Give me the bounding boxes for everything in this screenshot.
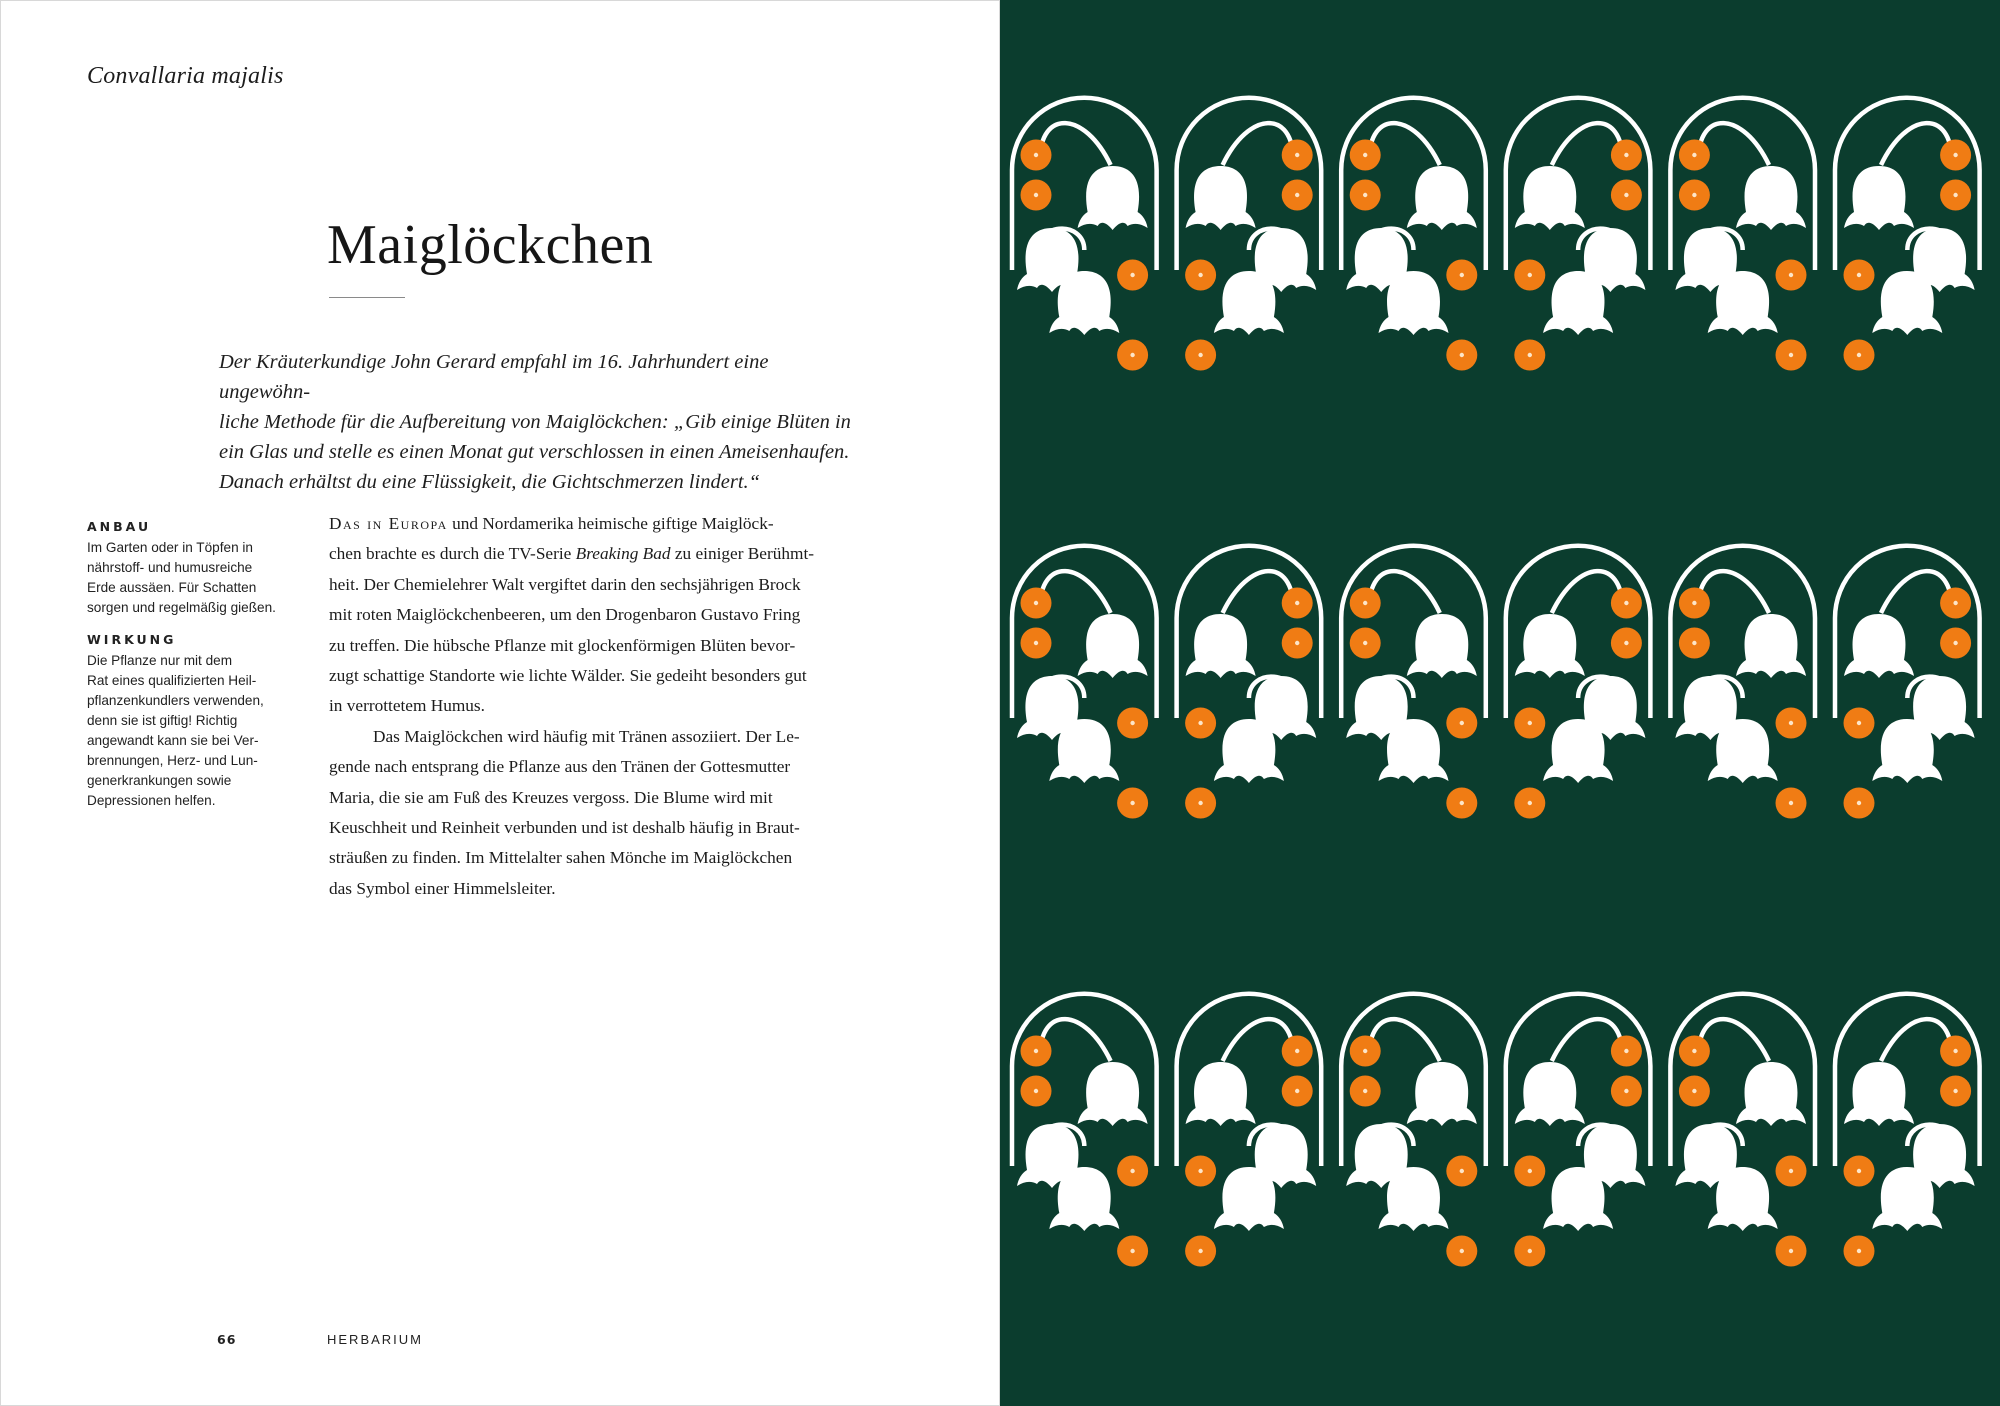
berry-dot <box>1789 801 1793 805</box>
title-rule <box>329 297 405 298</box>
running-head: Convallaria majalis <box>87 63 284 89</box>
body-line: sträußen zu finden. Im Mittelalter sahen Mönche im Maiglöckchen <box>329 848 793 868</box>
berry-dot <box>1789 721 1793 725</box>
sidebar-line: Erde aussäen. Für Schatten <box>87 580 257 595</box>
page-number: 66 <box>217 1332 237 1347</box>
berry-dot <box>1460 1169 1464 1173</box>
sidebar-line: angewandt kann sie bei Ver- <box>87 733 259 748</box>
berry-dot <box>1857 1169 1861 1173</box>
berry-dot <box>1624 641 1628 645</box>
sidebar-line: nährstoff- und humusreiche <box>87 560 253 575</box>
page-title: Maiglöckchen <box>327 214 654 276</box>
lead-line: liche Methode für die Aufbereitung von Maiglöckchen: „Gib einige Blüten in <box>219 411 851 433</box>
body-line: und Nordamerika heimische giftige Maiglöck- <box>447 514 774 533</box>
berry-dot <box>1789 273 1793 277</box>
body-paragraph-1 <box>329 509 859 722</box>
berry-dot <box>1953 1049 1957 1053</box>
berry-dot <box>1692 1049 1696 1053</box>
lead-line: Danach erhältst du eine Flüssigkeit, die Gichtschmerzen lindert.“ <box>219 471 761 493</box>
berry-dot <box>1130 273 1134 277</box>
lead-line: ein Glas und stelle es einen Monat gut verschlossen in einen Ameisenhaufen. <box>219 441 850 463</box>
berry-dot <box>1034 1089 1038 1093</box>
body-line: Maria, die sie am Fuß des Kreuzes vergoss. Die Blume wird mit <box>329 787 773 807</box>
body-line: mit roten Maiglöckchenbeeren, um den Drogenbaron Gustavo Fring <box>329 605 801 625</box>
berry-dot <box>1460 273 1464 277</box>
body-line: zu treffen. Die hübsche Pflanze mit glockenförmigen Blüten bevor- <box>329 635 796 655</box>
lily-of-the-valley-pattern <box>1000 0 2000 1406</box>
sidebar-text-wirkung <box>87 651 297 811</box>
berry-dot <box>1130 1249 1134 1253</box>
body-line: gende nach entsprang die Pflanze aus den Tränen der Gottesmutter <box>329 757 791 777</box>
sidebar-text-anbau <box>87 538 297 618</box>
berry-dot <box>1363 1049 1367 1053</box>
berry-dot <box>1198 721 1202 725</box>
berry-dot <box>1460 353 1464 357</box>
body-line: zugt schattige Standorte wie lichte Wälder. Sie gedeiht besonders gut <box>329 666 807 686</box>
berry-dot <box>1198 1249 1202 1253</box>
sidebar-line: Im Garten oder in Töpfen in <box>87 540 253 555</box>
berry-dot <box>1363 1089 1367 1093</box>
sidebar-heading-wirkung: WIRKUNG <box>87 632 177 647</box>
berry-dot <box>1034 641 1038 645</box>
berry-dot <box>1624 1089 1628 1093</box>
berry-dot <box>1624 193 1628 197</box>
berry-dot <box>1295 1089 1299 1093</box>
berry-dot <box>1857 353 1861 357</box>
berry-dot <box>1198 353 1202 357</box>
sidebar-block-wirkung <box>87 632 297 811</box>
berry-dot <box>1034 193 1038 197</box>
berry-dot <box>1363 641 1367 645</box>
berry-dot <box>1692 641 1696 645</box>
body-line: das Symbol einer Himmelsleiter. <box>329 878 556 898</box>
berry-dot <box>1130 801 1134 805</box>
berry-dot <box>1528 801 1532 805</box>
berry-dot <box>1789 353 1793 357</box>
berry-dot <box>1953 153 1957 157</box>
sidebar-line: sorgen und regelmäßig gießen. <box>87 600 276 615</box>
berry-dot <box>1857 1249 1861 1253</box>
pattern-background <box>1000 0 2000 1406</box>
berry-dot <box>1624 153 1628 157</box>
berry-dot <box>1460 721 1464 725</box>
body-line: zu einiger Berühmt- <box>670 544 815 564</box>
sidebar <box>87 519 297 825</box>
berry-dot <box>1034 1049 1038 1053</box>
sidebar-line: Depressionen helfen. <box>87 793 216 808</box>
berry-dot <box>1130 1169 1134 1173</box>
book-title: HERBARIUM <box>327 1332 424 1347</box>
sidebar-heading-anbau: ANBAU <box>87 519 152 534</box>
berry-dot <box>1198 273 1202 277</box>
berry-dot <box>1692 153 1696 157</box>
lead-line: Der Kräuterkundige John Gerard empfahl im 16. Jahrhundert eine ungewöhn- <box>219 351 769 403</box>
berry-dot <box>1130 353 1134 357</box>
berry-dot <box>1295 193 1299 197</box>
berry-dot <box>1363 153 1367 157</box>
lead-quote <box>219 347 859 497</box>
berry-dot <box>1528 353 1532 357</box>
berry-dot <box>1953 601 1957 605</box>
berry-dot <box>1295 153 1299 157</box>
berry-dot <box>1953 641 1957 645</box>
berry-dot <box>1857 801 1861 805</box>
sidebar-block-anbau <box>87 519 297 618</box>
berry-dot <box>1363 193 1367 197</box>
berry-dot <box>1528 273 1532 277</box>
berry-dot <box>1528 1249 1532 1253</box>
berry-dot <box>1130 721 1134 725</box>
small-caps-lead: Das in Europa <box>329 514 448 533</box>
berry-dot <box>1692 193 1696 197</box>
show-title: Breaking Bad <box>575 544 671 564</box>
sidebar-line: Die Pflanze nur mit dem <box>87 653 233 668</box>
sidebar-line: denn sie ist giftig! Richtig <box>87 713 238 728</box>
sidebar-line: brennungen, Herz- und Lun- <box>87 753 258 768</box>
berry-dot <box>1460 801 1464 805</box>
body-text <box>329 509 859 904</box>
berry-dot <box>1034 601 1038 605</box>
berry-dot <box>1692 1089 1696 1093</box>
body-line: in verrottetem Humus. <box>329 696 485 716</box>
berry-dot <box>1624 601 1628 605</box>
berry-dot <box>1692 601 1696 605</box>
sidebar-line: pflanzenkundlers verwenden, <box>87 693 264 708</box>
sidebar-line: generkrankungen sowie <box>87 773 232 788</box>
berry-dot <box>1295 641 1299 645</box>
berry-dot <box>1034 153 1038 157</box>
body-line: chen brachte es durch die TV-Serie <box>329 544 576 564</box>
right-page <box>1000 0 2000 1406</box>
body-line: Keuschheit und Reinheit verbunden und ist deshalb häufig in Braut- <box>329 818 800 838</box>
berry-dot <box>1789 1169 1793 1173</box>
sidebar-line: Rat eines qualifizierten Heil- <box>87 673 257 688</box>
body-line: heit. Der Chemielehrer Walt vergiftet darin den sechsjährigen Brock <box>329 574 801 594</box>
body-line: Das Maiglöckchen wird häufig mit Tränen assoziiert. Der Le- <box>373 726 800 746</box>
body-paragraph-2 <box>329 722 859 904</box>
berry-dot <box>1295 1049 1299 1053</box>
berry-dot <box>1857 721 1861 725</box>
berry-dot <box>1953 193 1957 197</box>
berry-dot <box>1460 1249 1464 1253</box>
berry-dot <box>1953 1089 1957 1093</box>
berry-dot <box>1789 1249 1793 1253</box>
berry-dot <box>1528 1169 1532 1173</box>
berry-dot <box>1624 1049 1628 1053</box>
berry-dot <box>1295 601 1299 605</box>
berry-dot <box>1198 1169 1202 1173</box>
berry-dot <box>1857 273 1861 277</box>
berry-dot <box>1198 801 1202 805</box>
berry-dot <box>1363 601 1367 605</box>
berry-dot <box>1528 721 1532 725</box>
